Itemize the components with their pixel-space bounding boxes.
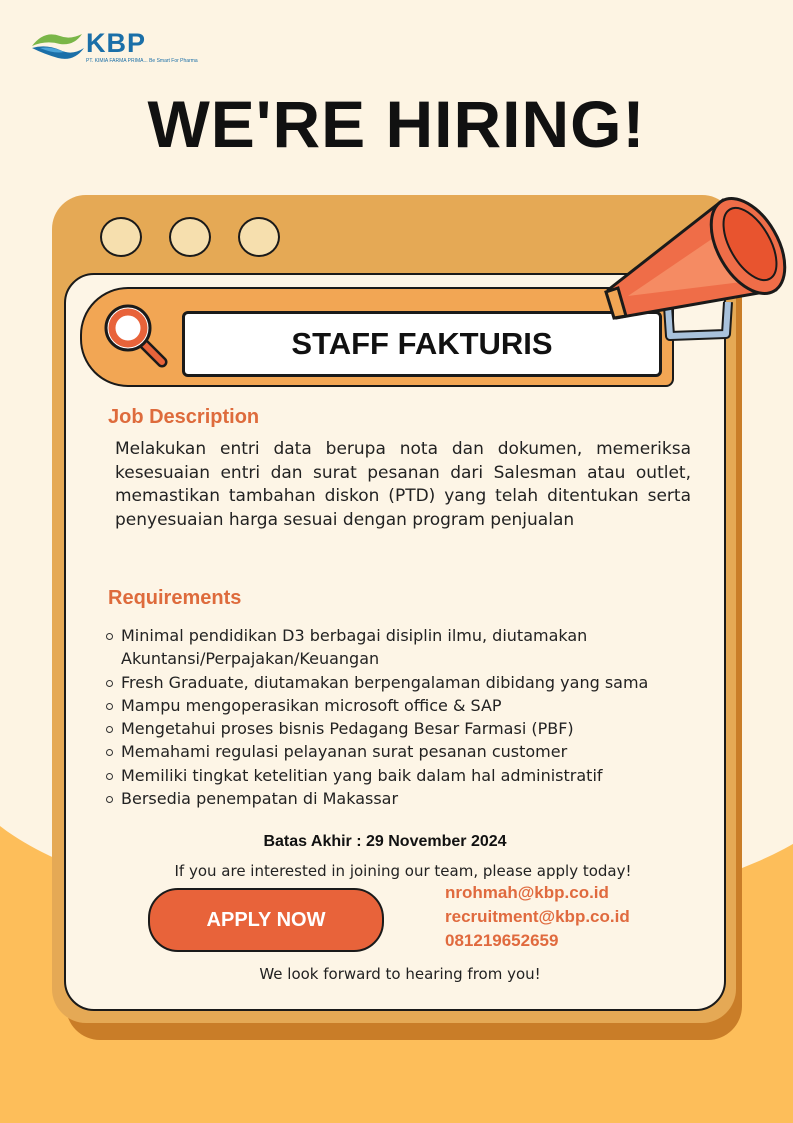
apply-prompt: If you are interested in joining our team, please apply today! [174,862,632,880]
closing-text: We look forward to hearing from you! [259,965,541,983]
requirements-list [106,624,716,810]
contact-email-1[interactable]: nrohmah@kbp.co.id [445,883,609,902]
requirement-item: Mampu mengoperasikan microsoft office & SAP [106,694,716,717]
page-title: WE'RE HIRING! [147,87,646,161]
logo-subtext: PT. KIMIA FARMA PRIMA... Be Smart For Pharma [86,58,198,64]
requirement-item: Bersedia penempatan di Makassar [106,787,716,810]
job-description-heading: Job Description [108,406,260,428]
requirement-item: Mengetahui proses bisnis Pedagang Besar Farmasi (PBF) [106,717,716,740]
apply-now-button[interactable]: APPLY NOW [148,888,384,952]
requirement-item: Fresh Graduate, diutamakan berpengalaman dibidang yang sama [106,671,716,694]
requirement-item: Memiliki tingkat ketelitian yang baik dalam hal administratif [106,764,716,787]
contact-email-2[interactable]: recruitment@kbp.co.id [445,907,630,926]
deadline-text: Batas Akhir : 29 November 2024 [263,833,507,850]
job-description-text: Melakukan entri data berupa nota dan dokumen, memeriksa kesesuaian entri dan surat pesanan dari Salesman atau outlet, memastikan tambahan diskon (PTD) yang telah ditentukan serta penyesuaian harga sesuai dengan program penjualan [115,439,691,530]
window-dot-1 [100,217,142,257]
requirements-heading: Requirements [108,587,242,609]
window-dot-3 [238,217,280,257]
kbp-logo [30,26,198,76]
requirement-item: Memahami regulasi pelayanan surat pesanan customer [106,740,716,763]
kbp-logo-icon [30,26,86,66]
megaphone-icon [598,178,793,348]
position-title-field: STAFF FAKTURIS [182,311,662,377]
search-icon [98,298,174,374]
window-dot-2 [169,217,211,257]
logo-text: KBP [86,28,147,58]
requirement-item: Minimal pendidikan D3 berbagai disiplin ilmu, diutamakan Akuntansi/Perpajakan/Keuangan [106,624,716,671]
contact-phone[interactable]: 081219652659 [445,931,559,950]
